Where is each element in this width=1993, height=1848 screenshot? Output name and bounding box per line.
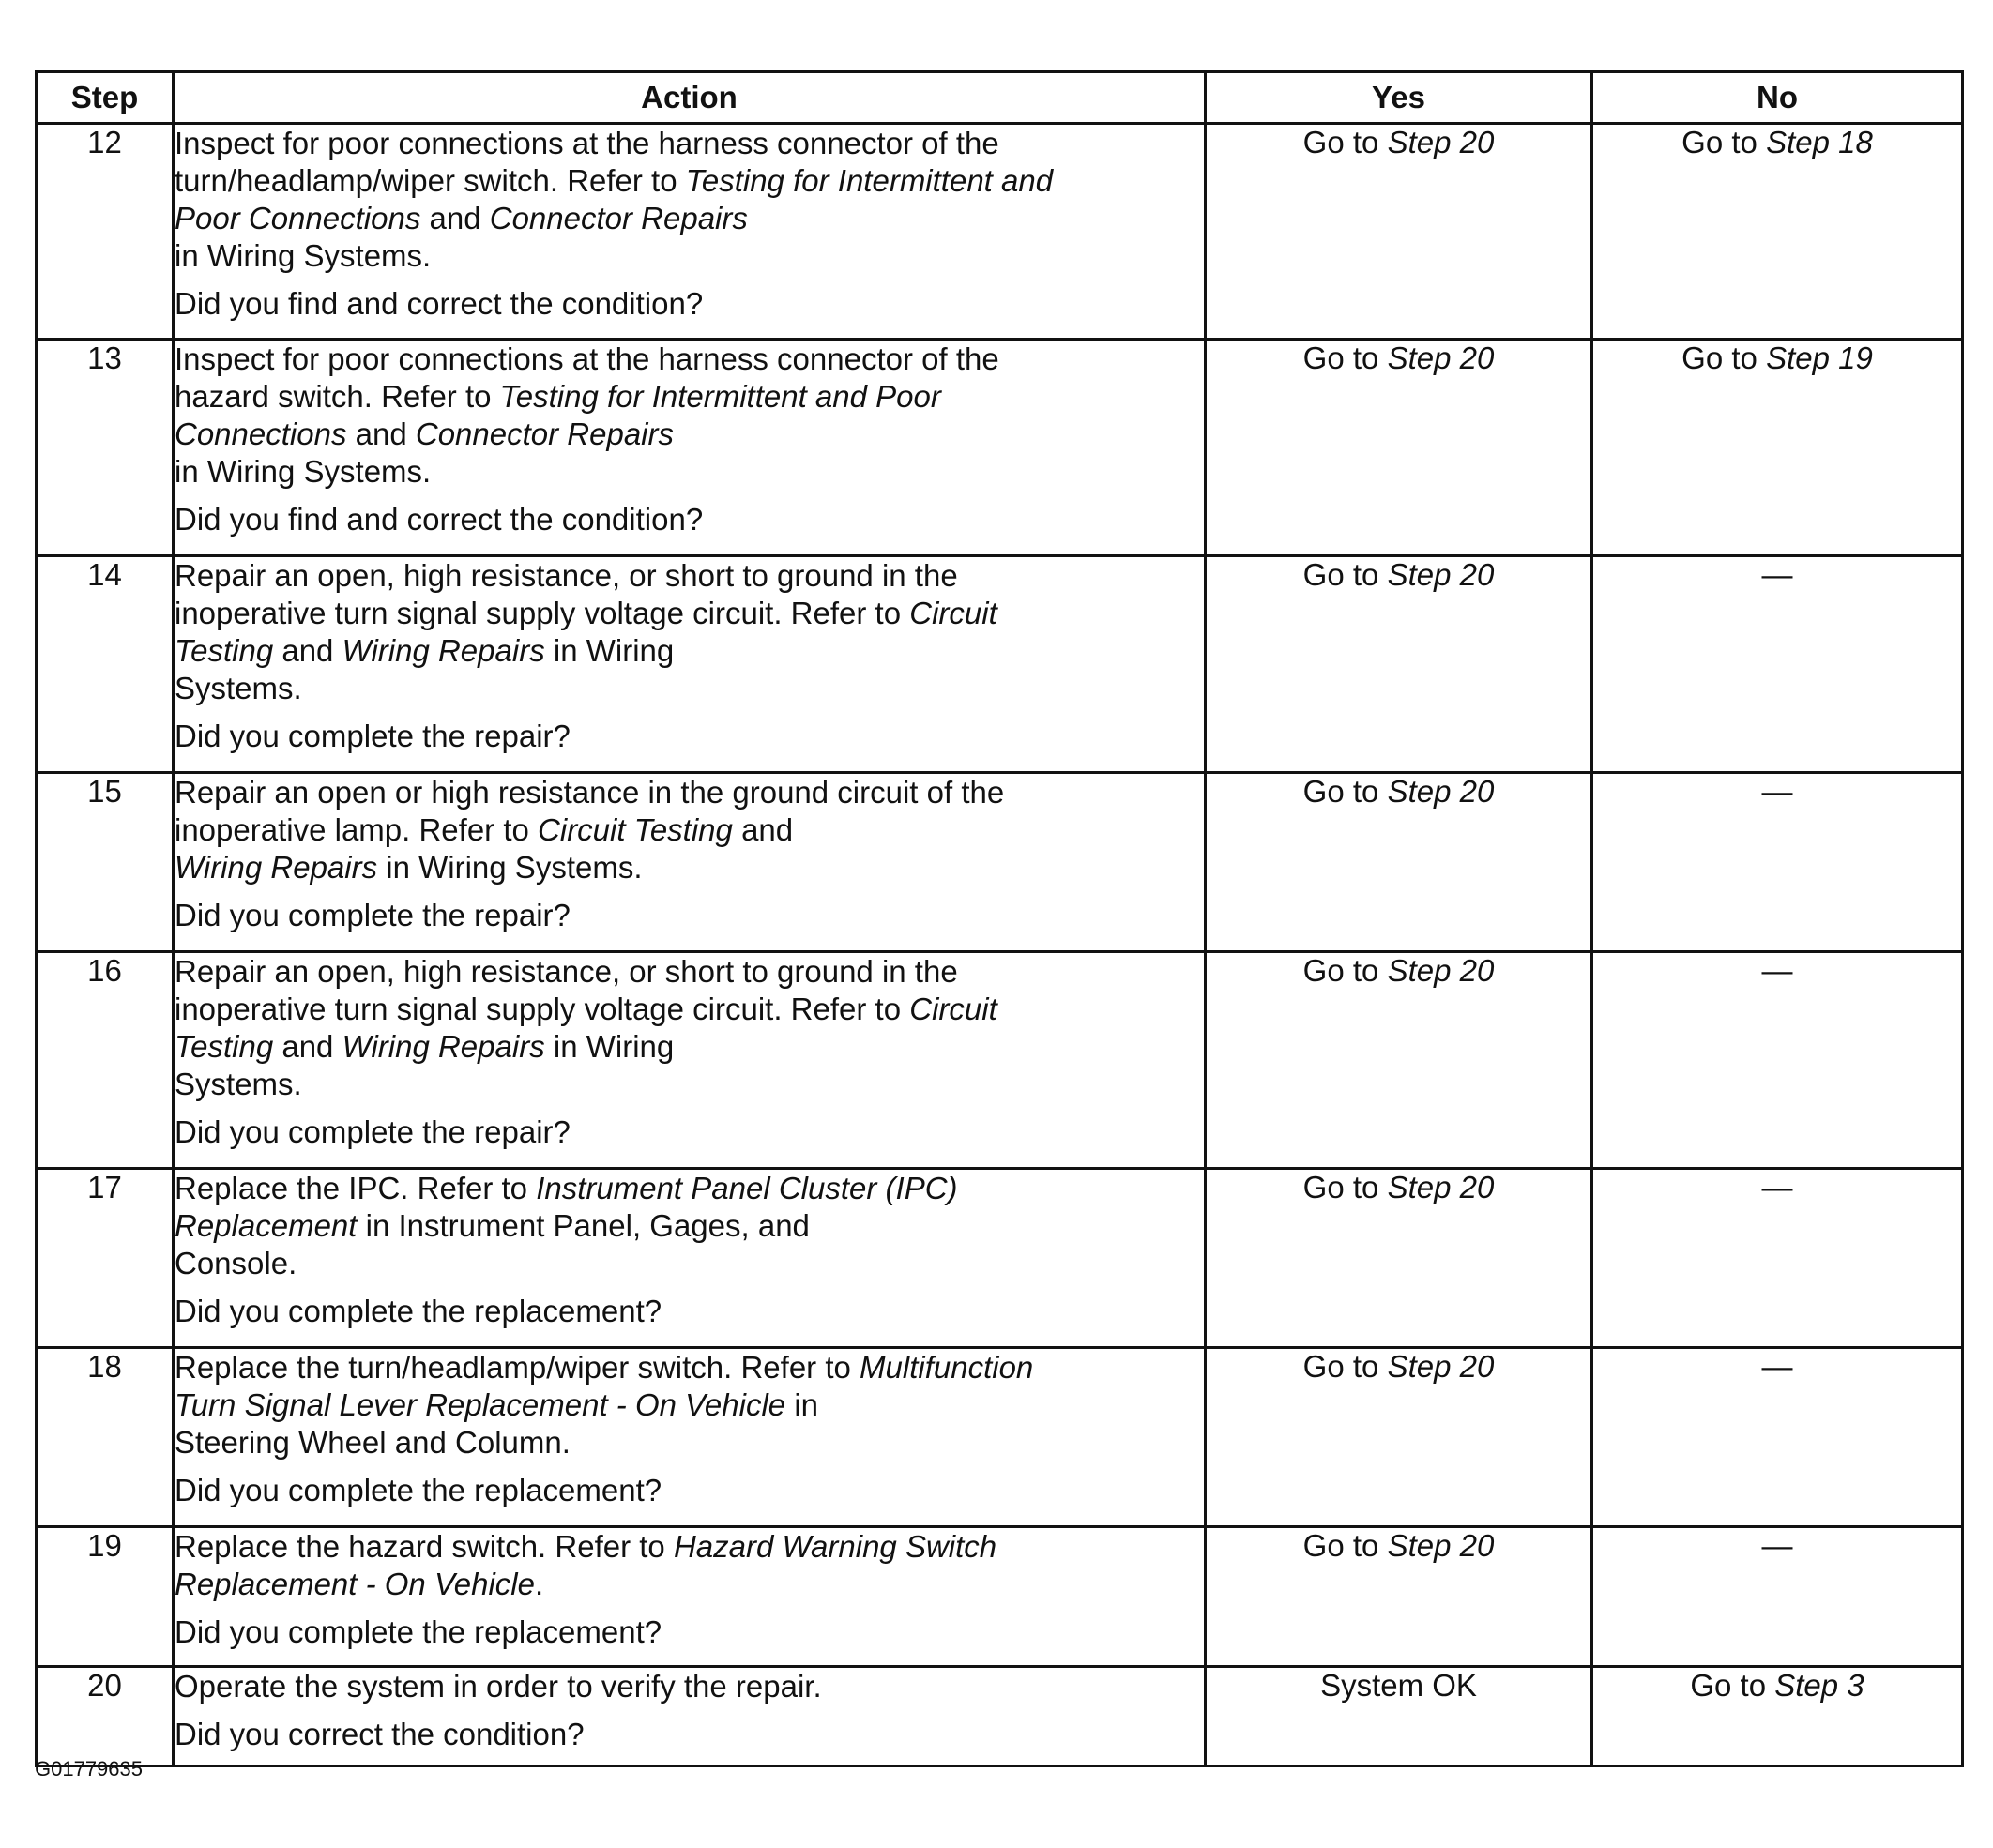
action-instruction xyxy=(175,341,1204,491)
header-yes: Yes xyxy=(1206,72,1592,124)
table-row xyxy=(37,340,1963,556)
rows.3.instruction-segment: Circuit Testing xyxy=(538,812,733,847)
rows.0.instruction-segment: and xyxy=(420,201,490,235)
table-row xyxy=(37,773,1963,952)
rows.3.yes-segment: Step 20 xyxy=(1387,774,1495,809)
header-no: No xyxy=(1592,72,1963,124)
rows.6.yes-segment: Go to xyxy=(1302,1349,1388,1384)
rows.1.no-segment: Go to xyxy=(1681,341,1767,375)
table-row xyxy=(37,556,1963,773)
rows.0.instruction-segment: turn/headlamp/wiper switch. Refer to xyxy=(175,163,686,198)
yes-result xyxy=(1206,340,1592,556)
action-question: Did you complete the replacement? xyxy=(175,1473,662,1507)
rows.3.instruction-segment: in Wiring Systems. xyxy=(377,850,643,885)
action-cell xyxy=(174,952,1206,1169)
no-result xyxy=(1592,1169,1963,1348)
rows.7.instruction-segment: Replace the hazard switch. Refer to xyxy=(175,1529,674,1564)
figure-id: G01779635 xyxy=(35,1757,143,1780)
step-number: 19 xyxy=(37,1527,174,1667)
yes-result xyxy=(1206,1667,1592,1766)
rows.8.instruction-segment: Operate the system in order to verify the repair. xyxy=(175,1669,822,1704)
rows.7.no-segment: — xyxy=(1761,1528,1793,1563)
rows.1.instruction-segment: Connections xyxy=(175,417,347,451)
rows.3.yes-segment: Go to xyxy=(1302,774,1388,809)
action-instruction xyxy=(175,1349,1204,1462)
table-row xyxy=(37,1667,1963,1766)
no-result xyxy=(1592,124,1963,340)
rows.4.instruction-segment: Systems. xyxy=(175,1067,302,1101)
action-cell xyxy=(174,1169,1206,1348)
rows.0.yes-segment: Go to xyxy=(1302,125,1388,159)
rows.3.no-segment: — xyxy=(1761,774,1793,809)
action-question: Did you complete the replacement? xyxy=(175,1614,662,1649)
rows.6.instruction-segment: Turn Signal Lever Replacement - On Vehicle xyxy=(175,1387,786,1422)
step-number: 12 xyxy=(37,124,174,340)
rows.4.yes-segment: Go to xyxy=(1302,953,1388,988)
action-question: Did you complete the repair? xyxy=(175,719,571,753)
action-cell xyxy=(174,1527,1206,1667)
rows.1.no-segment: Step 19 xyxy=(1766,341,1873,375)
rows.5.instruction-segment: Replace the IPC. Refer to xyxy=(175,1171,537,1205)
yes-result xyxy=(1206,556,1592,773)
rows.6.instruction-segment: in xyxy=(785,1387,819,1422)
rows.1.instruction-segment: and xyxy=(346,417,416,451)
rows.6.no-segment: — xyxy=(1761,1349,1793,1384)
rows.3.instruction-segment: Wiring Repairs xyxy=(175,850,378,885)
rows.2.instruction-segment: Wiring Repairs xyxy=(342,633,545,668)
table-body xyxy=(37,124,1963,1766)
yes-result xyxy=(1206,773,1592,952)
table-row xyxy=(37,1169,1963,1348)
step-number: 18 xyxy=(37,1348,174,1527)
rows.1.instruction-segment: Connector Repairs xyxy=(415,417,674,451)
yes-result xyxy=(1206,124,1592,340)
rows.4.instruction-segment: inoperative turn signal supply voltage circuit. Refer to xyxy=(175,992,910,1026)
rows.1.yes-segment: Go to xyxy=(1302,341,1388,375)
rows.0.yes-segment: Step 20 xyxy=(1387,125,1495,159)
diagnostic-table xyxy=(35,70,1964,1767)
rows.2.instruction-segment: Systems. xyxy=(175,671,302,705)
rows.5.no-segment: — xyxy=(1761,1170,1793,1204)
rows.4.instruction-segment: Wiring Repairs xyxy=(342,1029,545,1064)
rows.7.instruction-segment: Replacement - On Vehicle xyxy=(175,1567,535,1601)
rows.7.instruction-segment: Hazard Warning Switch xyxy=(673,1529,997,1564)
no-result xyxy=(1592,1667,1963,1766)
no-result xyxy=(1592,340,1963,556)
action-instruction xyxy=(175,774,1204,886)
rows.4.yes-segment: Step 20 xyxy=(1387,953,1495,988)
action-instruction xyxy=(175,953,1204,1103)
action-instruction xyxy=(175,125,1204,275)
rows.5.yes-segment: Step 20 xyxy=(1387,1170,1495,1204)
rows.2.instruction-segment: Testing xyxy=(175,633,274,668)
rows.4.instruction-segment: and xyxy=(273,1029,342,1064)
rows.2.instruction-segment: Repair an open, high resistance, or short to ground in the xyxy=(175,558,958,593)
step-number: 20 xyxy=(37,1667,174,1766)
yes-result xyxy=(1206,1169,1592,1348)
step-number: 16 xyxy=(37,952,174,1169)
rows.0.instruction-segment: Poor Connections xyxy=(175,201,421,235)
rows.1.instruction-segment: Testing for Intermittent and Poor xyxy=(499,379,941,414)
rows.1.instruction-segment: Inspect for poor connections at the harness connector of the xyxy=(175,341,999,376)
rows.1.instruction-segment: hazard switch. Refer to xyxy=(175,379,500,414)
rows.4.no-segment: — xyxy=(1761,953,1793,988)
action-cell xyxy=(174,1667,1206,1766)
no-result xyxy=(1592,773,1963,952)
step-number: 17 xyxy=(37,1169,174,1348)
rows.5.instruction-segment: in Instrument Panel, Gages, and xyxy=(357,1208,810,1243)
rows.8.no-segment: Step 3 xyxy=(1774,1668,1864,1703)
rows.4.instruction-segment: Testing xyxy=(175,1029,274,1064)
rows.2.yes-segment: Step 20 xyxy=(1387,557,1495,592)
rows.4.instruction-segment: in Wiring xyxy=(544,1029,675,1064)
table-row xyxy=(37,1348,1963,1527)
rows.6.instruction-segment: Steering Wheel and Column. xyxy=(175,1425,571,1460)
action-cell xyxy=(174,556,1206,773)
action-question: Did you correct the condition? xyxy=(175,1717,585,1751)
no-result xyxy=(1592,952,1963,1169)
rows.5.yes-segment: Go to xyxy=(1302,1170,1388,1204)
action-instruction xyxy=(175,557,1204,707)
step-number: 15 xyxy=(37,773,174,952)
rows.6.instruction-segment: Multifunction xyxy=(860,1350,1034,1385)
rows.4.instruction-segment: Repair an open, high resistance, or short to ground in the xyxy=(175,954,958,989)
header-row xyxy=(37,72,1963,124)
rows.2.instruction-segment: inoperative turn signal supply voltage circuit. Refer to xyxy=(175,596,910,630)
action-cell xyxy=(174,773,1206,952)
rows.2.instruction-segment: and xyxy=(273,633,342,668)
step-number: 14 xyxy=(37,556,174,773)
rows.3.instruction-segment: inoperative lamp. Refer to xyxy=(175,812,539,847)
rows.0.instruction-segment: Inspect for poor connections at the harness connector of the xyxy=(175,126,999,160)
table-row xyxy=(37,952,1963,1169)
rows.6.yes-segment: Step 20 xyxy=(1387,1349,1495,1384)
rows.2.yes-segment: Go to xyxy=(1302,557,1388,592)
rows.6.instruction-segment: Replace the turn/headlamp/wiper switch. Refer to xyxy=(175,1350,860,1385)
rows.3.instruction-segment: and xyxy=(732,812,794,847)
no-result xyxy=(1592,1348,1963,1527)
rows.0.no-segment: Go to xyxy=(1681,125,1767,159)
step-number: 13 xyxy=(37,340,174,556)
action-instruction xyxy=(175,1528,1204,1603)
yes-result xyxy=(1206,952,1592,1169)
action-question: Did you complete the repair? xyxy=(175,898,571,932)
table-row xyxy=(37,1527,1963,1667)
yes-result xyxy=(1206,1348,1592,1527)
action-cell xyxy=(174,340,1206,556)
rows.7.yes-segment: Step 20 xyxy=(1387,1528,1495,1563)
action-cell xyxy=(174,124,1206,340)
rows.0.instruction-segment: Testing for Intermittent and xyxy=(685,163,1054,198)
rows.5.instruction-segment: Instrument Panel Cluster (IPC) xyxy=(536,1171,958,1205)
header-step: Step xyxy=(37,72,174,124)
rows.5.instruction-segment: Console. xyxy=(175,1246,297,1280)
yes-result xyxy=(1206,1527,1592,1667)
rows.0.no-segment: Step 18 xyxy=(1766,125,1873,159)
action-question: Did you find and correct the condition? xyxy=(175,502,704,537)
rows.0.instruction-segment: in Wiring Systems. xyxy=(175,238,432,273)
action-instruction xyxy=(175,1170,1204,1282)
rows.2.no-segment: — xyxy=(1761,557,1793,592)
rows.7.yes-segment: Go to xyxy=(1302,1528,1388,1563)
rows.2.instruction-segment: Circuit xyxy=(909,596,997,630)
rows.5.instruction-segment: Replacement xyxy=(175,1208,358,1243)
rows.1.yes-segment: Step 20 xyxy=(1387,341,1495,375)
action-instruction xyxy=(175,1668,1204,1705)
rows.8.no-segment: Go to xyxy=(1690,1668,1775,1703)
action-question: Did you find and correct the condition? xyxy=(175,286,704,321)
rows.7.instruction-segment: . xyxy=(534,1567,544,1601)
rows.0.instruction-segment: Connector Repairs xyxy=(489,201,748,235)
action-question: Did you complete the replacement? xyxy=(175,1294,662,1328)
rows.2.instruction-segment: in Wiring xyxy=(544,633,675,668)
action-cell xyxy=(174,1348,1206,1527)
table-row xyxy=(37,124,1963,340)
no-result xyxy=(1592,1527,1963,1667)
rows.8.yes-segment: System OK xyxy=(1320,1668,1477,1703)
no-result xyxy=(1592,556,1963,773)
action-question: Did you complete the repair? xyxy=(175,1114,571,1149)
rows.4.instruction-segment: Circuit xyxy=(909,992,997,1026)
rows.3.instruction-segment: Repair an open or high resistance in the ground circuit of the xyxy=(175,775,1005,810)
header-action: Action xyxy=(174,72,1206,124)
rows.1.instruction-segment: in Wiring Systems. xyxy=(175,454,432,489)
